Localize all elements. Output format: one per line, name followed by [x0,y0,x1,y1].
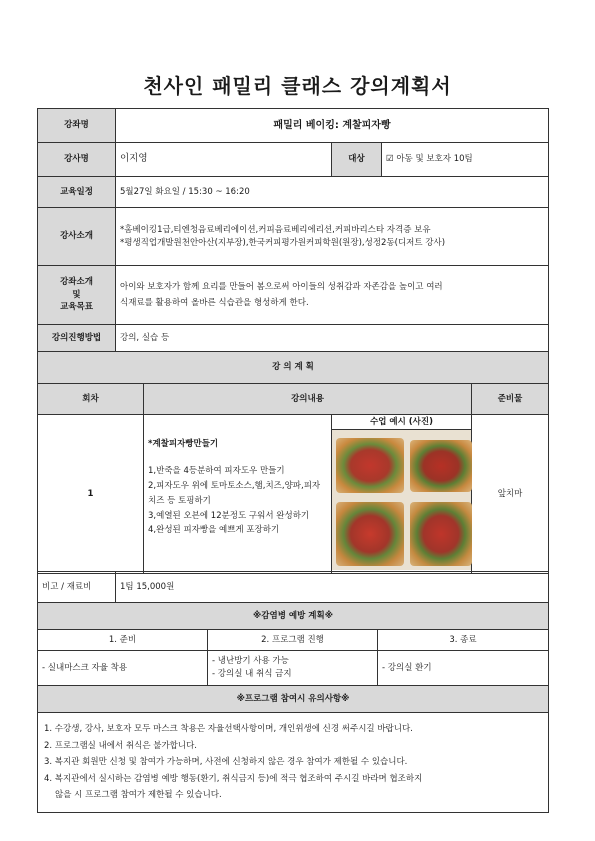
instructor-value: 이지영 [116,143,332,177]
lesson-step: 1,반죽을 4등분하여 피자도우 만들기 [148,465,285,476]
goal-line: 식재료를 활용하여 올바른 식습관을 형성하게 한다. [120,298,309,308]
prevention-prepare-value: - 실내마스크 자율 착용 [38,651,208,686]
notes-header: ※프로그램 참여시 유의사항※ [38,686,549,713]
col-session: 회차 [38,384,144,415]
notes-body [38,713,549,813]
schedule-label: 교육일정 [38,177,116,208]
note-line: 3. 복지관 회원만 신청 및 참여가 가능하며, 사전에 신청하지 않은 경우 참여가 제한될 수 있습니다. [44,757,408,768]
pizza-image [410,440,472,492]
prevention-end-value: - 강의실 환기 [378,651,549,686]
lesson-step: 4,완성된 피자빵을 예쁘게 포장하기 [148,525,280,536]
prep-items: 앞치마 [472,415,549,574]
fee-label: 비고 / 재료비 [38,572,116,603]
lesson-step: 3,예열된 오븐에 12분정도 구워서 완성하기 [148,510,310,521]
course-label: 강좌명 [38,109,116,143]
intro-label: 강사소개 [38,208,116,266]
example-photo-cell [332,415,472,574]
note-line: 4. 복지관에서 실시하는 감염병 예방 행동(환기, 취식금지 등)에 적극 협조하여 주시길 바라며 협조하지 [44,773,423,784]
page-title: 천사인 패밀리 클래스 강의계획서 [143,74,452,98]
prevention-col-end: 3. 종료 [378,630,549,651]
col-prep: 준비물 [472,384,549,415]
note-line: 않을 시 프로그램 참여가 제한될 수 있습니다. [55,790,222,801]
course-goal [116,266,549,325]
intro-line: *홈베이킹1급,티엔청음료베리에이션,커피음료베리에리션,커피바리스타 자격증 보유 [120,224,431,235]
schedule-value: 5월27일 화요일 / 15:30 ~ 16:20 [116,177,549,208]
lesson-title: *계찰피자빵만들기 [148,439,219,449]
instructor-label: 강사명 [38,143,116,177]
plan-header: 강 의 계 획 [38,352,549,384]
course-value: 패밀리 베이킹: 계찰피자빵 [116,109,549,143]
pizza-image [410,502,472,566]
goal-label: 강좌소개 및 교육목표 [38,266,116,325]
pizza-photo [332,430,471,570]
method-value: 강의, 실습 등 [116,325,549,352]
lesson-step: 치즈 등 토핑하기 [148,495,211,506]
lesson-step: 2,피자도우 위에 토마토소스,햄,치즈,양파,피자 [148,480,321,491]
target-value: ☑ 아동 및 보호자 10팀 [382,143,549,177]
prevention-header: ※감염병 예방 계획※ [38,603,549,630]
prevention-col-prepare: 1. 준비 [38,630,208,651]
intro-line: *평생직업개발원천안아산(지부장),한국커피평가원커피학원(원장),성정2동(디저트 강사) [120,237,446,248]
lesson-content [144,415,332,574]
target-label: 대상 [332,143,382,177]
fee-and-notes-table [37,571,549,813]
instructor-intro [116,208,549,266]
pizza-image [336,502,404,566]
col-content: 강의내용 [144,384,472,415]
fee-value: 1팀 15,000원 [116,572,549,603]
prevention-progress-value: - 냉난방기 사용 가능 - 강의실 내 취식 금지 [208,651,378,686]
photo-caption: 수업 예시 (사진) [332,415,471,430]
note-line: 2. 프로그램실 내에서 취식은 불가합니다. [44,740,197,751]
course-plan-table [37,108,549,574]
note-line: 1. 수강생, 강사, 보호자 모두 마스크 착용은 자율선택사항이며, 개인위생에 신경 써주시길 바랍니다. [44,724,413,735]
goal-line: 아이와 보호자가 함께 요리를 만들어 봄으로써 아이들의 성취감과 자존감을 높이고 여러 [120,281,443,292]
prevention-col-progress: 2. 프로그램 진행 [208,630,378,651]
session-number: 1 [38,415,144,574]
method-label: 강의진행방법 [38,325,116,352]
pizza-image [336,438,404,493]
